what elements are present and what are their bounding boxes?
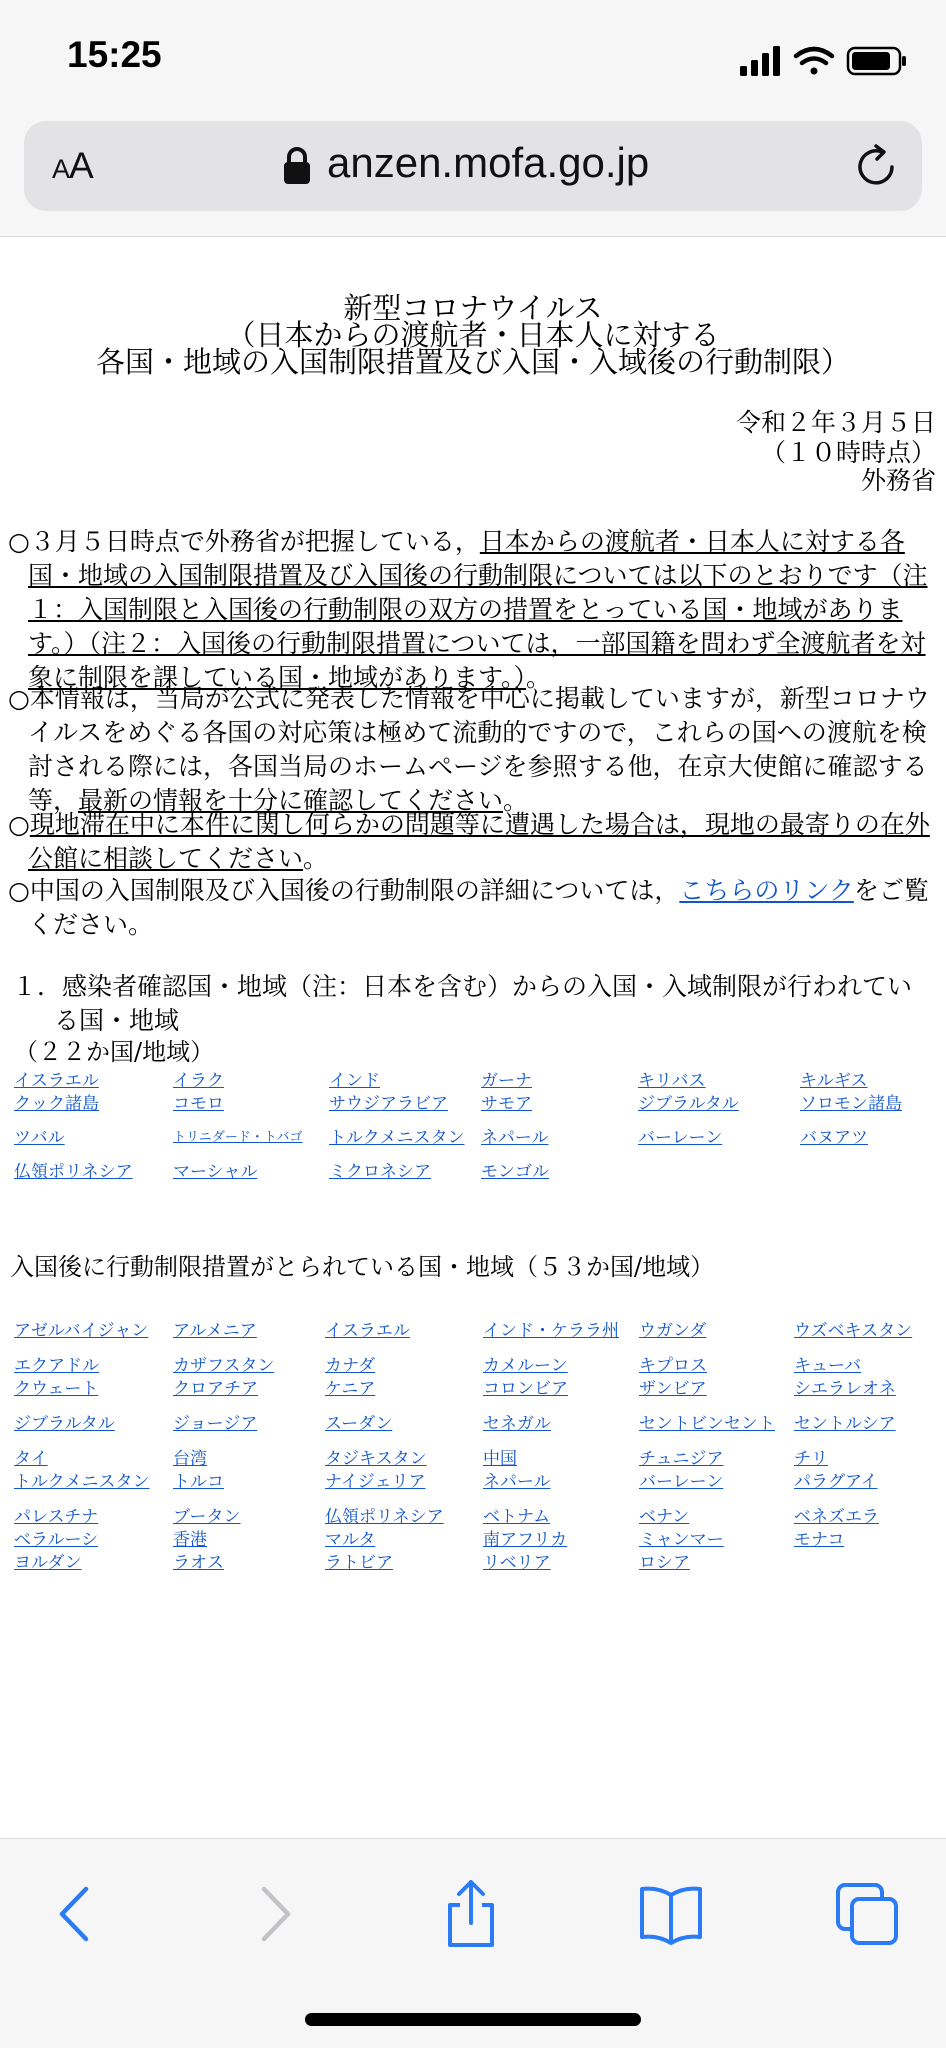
bookmarks-icon[interactable] [636,1879,706,1949]
country-link[interactable]: イスラエル [14,1071,99,1091]
section-1-count: （２２か国/地域） [14,1038,215,1066]
country-link[interactable]: イラク [173,1071,224,1091]
country-link[interactable]: ベラルーシ [14,1530,99,1550]
country-link[interactable]: ガーナ [481,1071,532,1091]
country-link[interactable]: シエラレオネ [794,1379,896,1399]
country-link[interactable]: ジョージア [173,1414,258,1434]
country-link[interactable]: ウズベキスタン [794,1321,913,1341]
country-link[interactable]: モンゴル [481,1162,549,1182]
country-link[interactable]: タイ [14,1449,48,1469]
country-link[interactable]: コロンビア [483,1379,568,1399]
web-page-content[interactable] [0,238,946,1838]
country-link[interactable]: 中国 [483,1449,517,1469]
section-1-heading: １．感染者確認国・地域（注：日本を含む）からの入国・入域制限が行われている国・地域 [12,972,913,1035]
country-link[interactable]: バヌアツ [800,1128,868,1148]
country-link[interactable]: アルメニア [173,1321,257,1341]
country-link[interactable]: ベネズエラ [794,1507,879,1527]
country-link[interactable]: チリ [794,1449,828,1469]
country-link[interactable]: ネパール [483,1472,551,1492]
notice-underlined-text: 日本からの渡航者・日本人に対する各国・地域の入国制限措置及び入国後の行動制限については以下のとおりです（注１：入国制限と入国後の行動制限の双方の措置をとっている国・地域があります。）（注２：入国後の行動制限措置については，一部国籍を問わず全渡航者を対象に制限を課している国・地域があります。） [28,527,928,692]
notice-paragraph-2: ○本情報は，当局が公式に発表した情報を中心に掲載していますが，新型コロナウイルスをめぐる各国の対応策は極めて流動的ですので，これらの国への渡航を検討される際には，各国当局のホームページを参照する他，在京大使館に確認する等，最新の情報を十分に確認してください。 [8,684,930,815]
country-link[interactable]: ウガンダ [639,1321,707,1341]
country-link[interactable]: キプロス [639,1356,707,1376]
country-link[interactable]: セントルシア [794,1414,896,1434]
country-link[interactable]: イスラエル [325,1321,410,1341]
country-link[interactable]: チュニジア [639,1449,724,1469]
country-link[interactable]: ミクロネシア [329,1162,431,1182]
country-link[interactable]: ケニア [325,1379,376,1399]
reader-settings-button[interactable]: AA [52,145,93,186]
country-link[interactable]: サウジアラビア [329,1094,448,1114]
country-link[interactable]: キューバ [794,1356,862,1376]
page-title-line-2: （日本からの渡航者・日本人に対する [226,318,720,352]
country-link[interactable]: セネガル [483,1414,551,1434]
country-link[interactable]: キルギス [800,1071,868,1091]
country-link[interactable]: バーレーン [638,1128,723,1148]
country-link[interactable]: ベナン [639,1507,690,1527]
country-link[interactable]: モナコ [794,1530,845,1550]
page-title-line-1: 新型コロナウイルス [343,291,603,325]
country-link[interactable]: コモロ [173,1094,224,1114]
back-icon[interactable] [42,1879,112,1949]
country-link[interactable]: ネパール [481,1128,549,1148]
status-icons [738,44,908,78]
address-bar[interactable] [24,121,922,211]
country-link[interactable]: ソロモン諸島 [800,1094,902,1114]
ministry-name: 外務省 [860,466,936,495]
country-link[interactable]: ツバル [14,1128,65,1148]
country-link[interactable]: 南アフリカ [483,1530,568,1550]
country-link[interactable]: エクアドル [14,1356,99,1376]
country-link[interactable]: ブータン [173,1507,241,1527]
country-link[interactable]: キリバス [638,1071,706,1091]
notice-paragraph-3: ○現地滞在中に本件に関し何らかの問題等に遭遇した場合は，現地の最寄りの在外公館に相談してください。 [8,810,930,873]
wifi-icon [796,49,832,75]
country-link[interactable]: クウェート [14,1379,99,1399]
country-link[interactable]: カメルーン [483,1356,568,1376]
notice-paragraph-4: ○中国の入国制限及び入国後の行動制限の詳細については，こちらのリンクをご覧ください。 [8,876,929,939]
time-line: （１０時時点） [760,438,936,467]
signal-icon [740,46,780,76]
country-link[interactable]: ザンビア [639,1379,707,1399]
home-indicator[interactable] [305,2013,641,2026]
china-details-link[interactable]: こちらのリンク [679,876,854,905]
country-link[interactable]: トルクメニスタン [329,1128,465,1148]
country-link[interactable]: トリニダード・トバゴ [173,1130,303,1145]
browser-toolbar [0,1838,946,2048]
country-link[interactable]: クロアチア [173,1379,258,1399]
country-link[interactable]: タジキスタン [325,1449,427,1469]
country-link[interactable]: クック諸島 [14,1094,99,1114]
notice-underlined-text: 現地滞在中に本件に関し何らかの問題等に遭遇した場合は，現地の最寄りの在外公館に相談してください [28,810,930,873]
notice-underlined-text: 最新の情報を十分に確認してください [78,786,504,815]
country-link[interactable]: 仏領ポリネシア [325,1507,444,1527]
country-link[interactable]: トルクメニスタン [14,1472,150,1492]
country-link[interactable]: リベリア [483,1553,551,1573]
country-link[interactable]: インド [329,1071,380,1091]
country-link[interactable]: サモア [481,1094,532,1114]
lock-icon [283,145,311,185]
country-link[interactable]: ロシア [639,1553,690,1573]
country-link[interactable]: ジブラルタル [638,1094,739,1114]
country-link[interactable]: ベトナム [483,1507,551,1527]
country-link[interactable]: マーシャル [173,1162,258,1182]
tabs-icon[interactable] [832,1879,902,1949]
country-link[interactable]: ミャンマー [639,1530,724,1550]
country-link[interactable]: ヨルダン [14,1553,82,1573]
country-link[interactable]: ジブラルタル [14,1414,115,1434]
country-link[interactable]: ナイジェリア [325,1472,426,1492]
country-link[interactable]: バーレーン [639,1472,724,1492]
country-link[interactable]: パレスチナ [14,1507,99,1527]
country-link[interactable]: カナダ [325,1356,376,1376]
country-link[interactable]: カザフスタン [173,1356,275,1376]
date-line: 令和２年３月５日 [735,408,936,437]
country-link[interactable]: パラグアイ [794,1472,878,1492]
country-link[interactable]: ラトビア [325,1553,393,1573]
country-link[interactable]: 台湾 [173,1449,207,1469]
country-link[interactable]: 香港 [173,1530,207,1550]
status-time: 15:25 [67,34,162,75]
country-link[interactable]: ラオス [173,1553,224,1573]
url-text[interactable]: anzen.mofa.go.jp [327,139,650,186]
forward-icon[interactable] [238,1879,308,1949]
browser-top-chrome [0,0,946,237]
country-link[interactable]: トルコ [173,1472,224,1492]
notice-paragraph-1: ○３月５日時点で外務省が把握している，日本からの渡航者・日本人に対する各国・地域の入国制限措置及び入国後の行動制限については以下のとおりです（注１：入国制限と入国後の行動制限の双方の措置をとっている国・地域があります。）（注２：入国後の行動制限措置については，一部国籍を問わず全渡航者を対象に制限を課している国・地域があります。）。 [8,527,928,692]
country-link[interactable]: インド・ケララ州 [483,1321,619,1341]
page-title-line-3: 各国・地域の入国制限措置及び入国・入域後の行動制限） [95,345,850,379]
country-link[interactable]: アゼルバイジャン [14,1321,149,1341]
country-link[interactable]: マルタ [325,1530,376,1550]
reload-icon[interactable] [854,143,900,189]
battery-icon [848,48,906,74]
section-2-heading: 入国後に行動制限措置がとられている国・地域（５３か国/地域） [10,1253,715,1281]
share-icon[interactable] [436,1879,506,1949]
country-link[interactable]: スーダン [325,1414,393,1434]
country-link[interactable]: セントビンセント [639,1414,775,1434]
country-link[interactable]: 仏領ポリネシア [14,1162,133,1182]
